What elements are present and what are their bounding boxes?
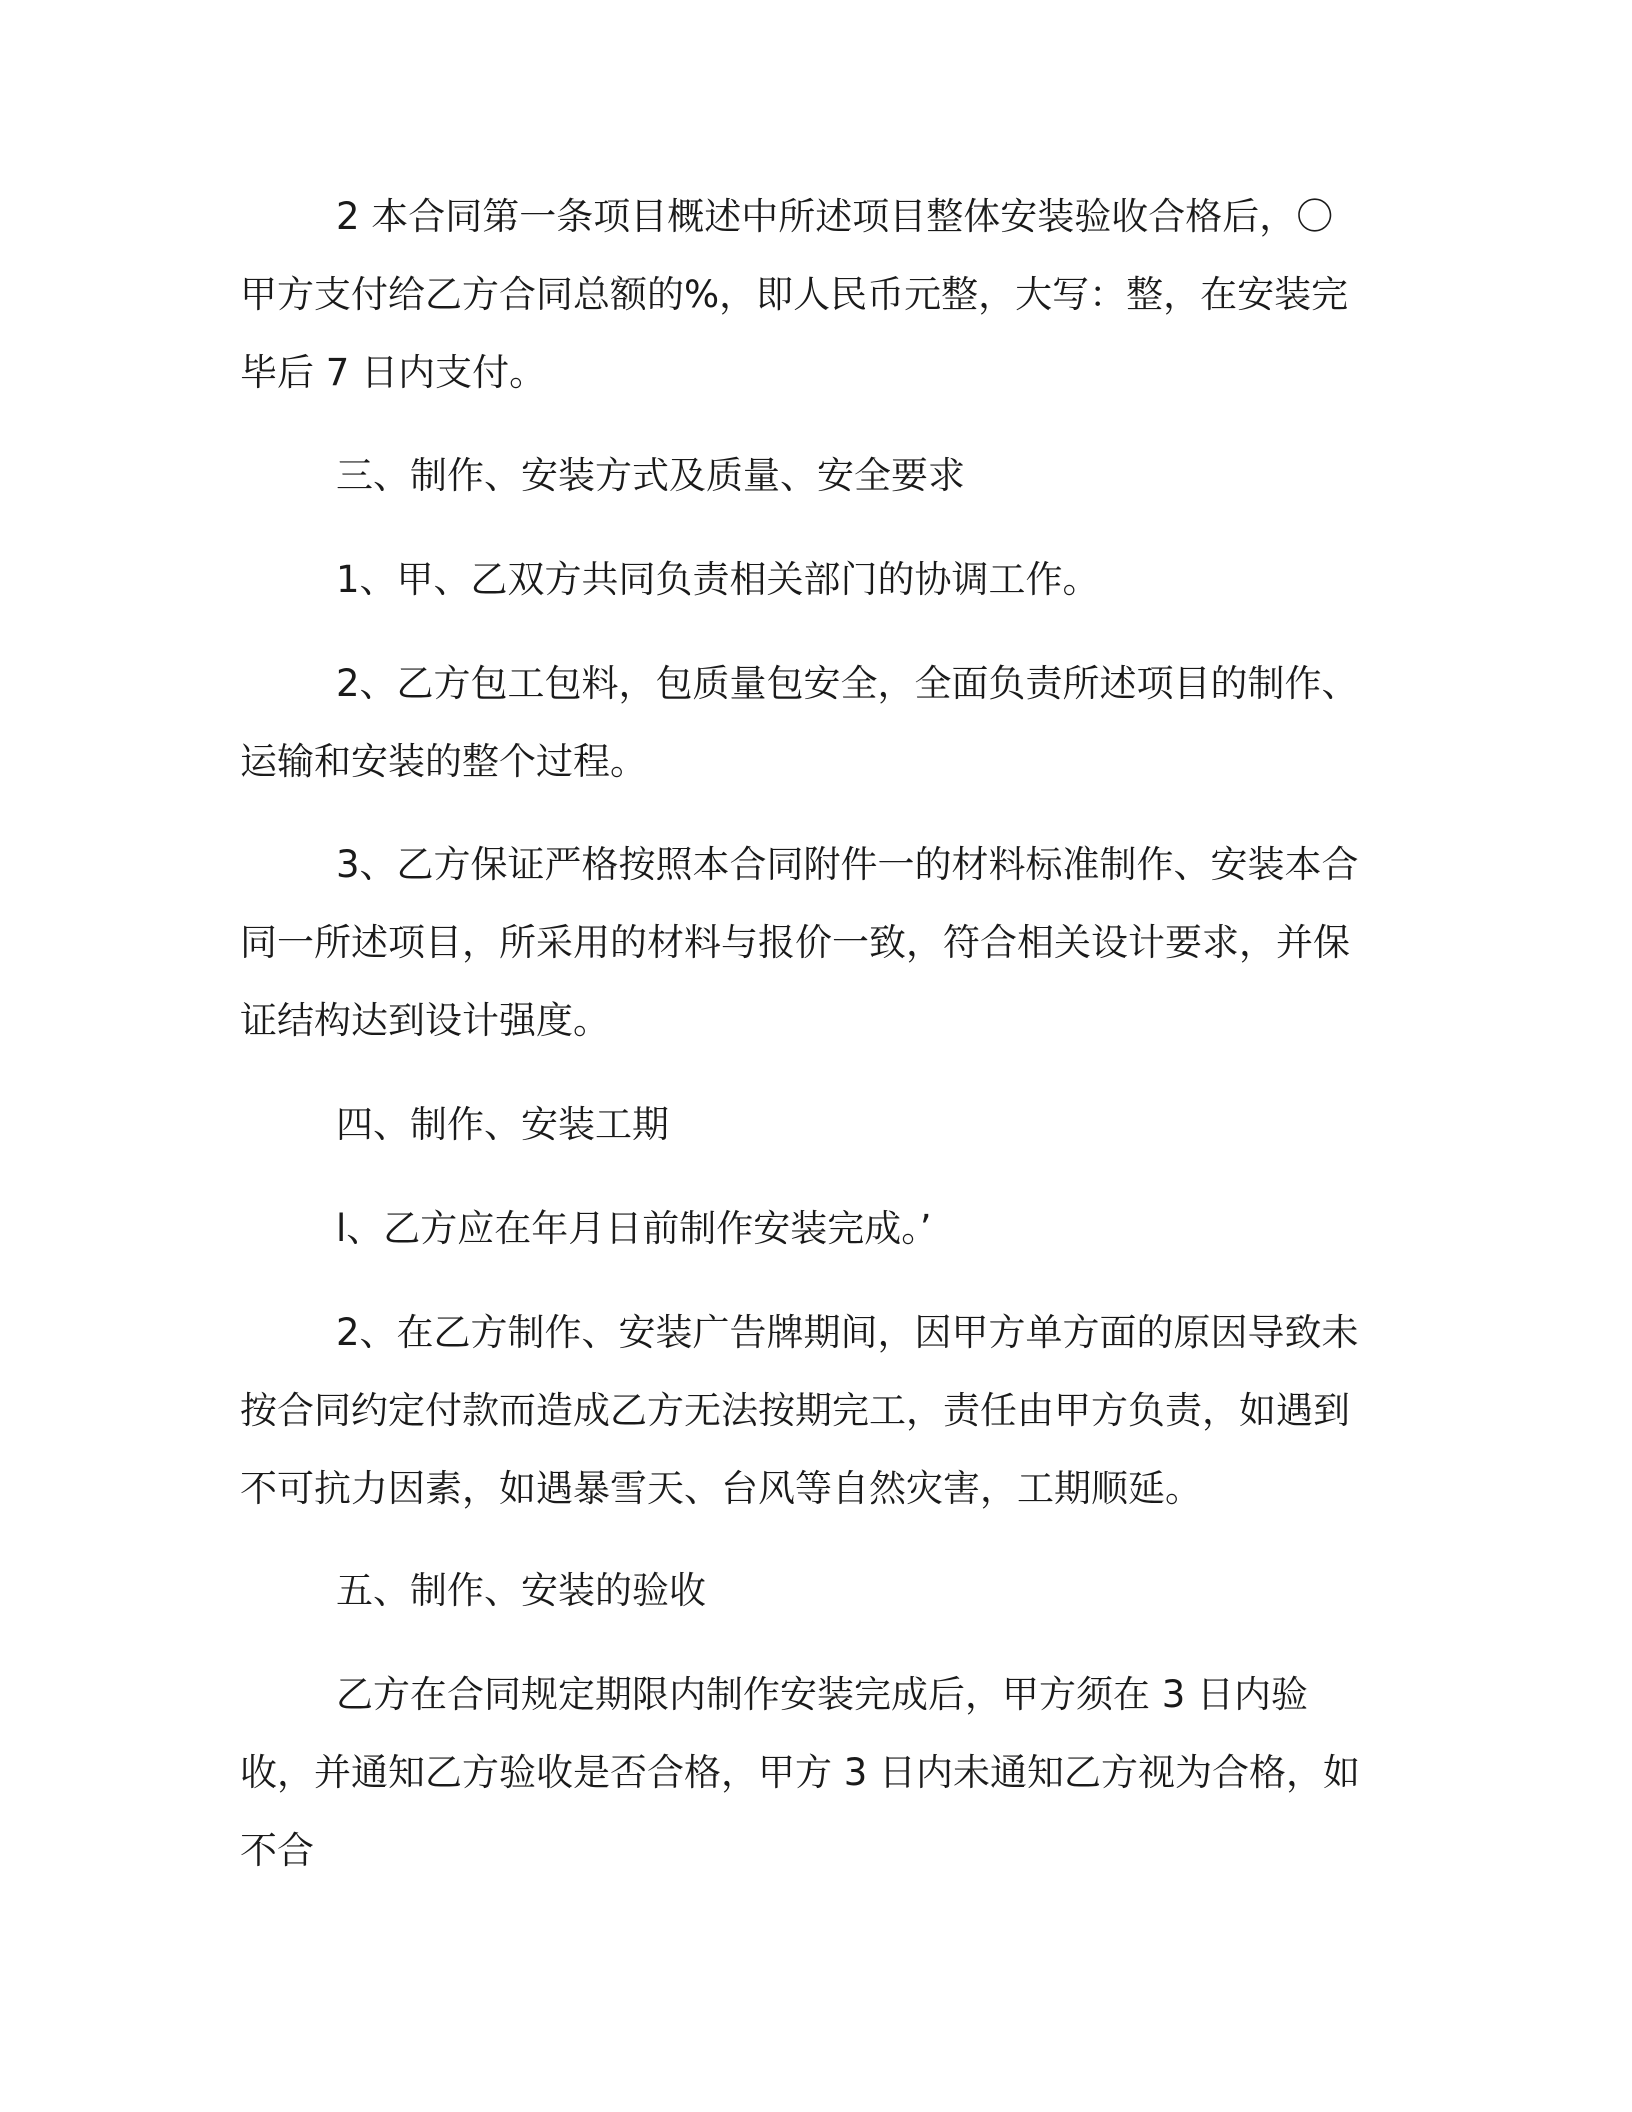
section-heading-production-installation-requirements: 三、制作、安装方式及质量、安全要求 [336, 454, 965, 497]
paragraph-completion-date: l、乙方应在年月日前制作安装完成。’ [336, 1207, 932, 1250]
paragraph-payment-terms: 2 本合同第一条项目概述中所述项目整体安装验收合格后，〇甲方支付给乙方合同总额的%，即人民币元整，大写：整，在安装完毕后 7 日内支付。 [240, 195, 1349, 394]
paragraph-contractor-responsibility: 2、乙方包工包料，包质量包安全，全面负责所述项目的制作、运输和安装的整个过程。 [240, 662, 1359, 783]
section-heading-acceptance: 五、制作、安装的验收 [336, 1569, 706, 1612]
paragraph-acceptance-procedure: 乙方在合同规定期限内制作安装完成后，甲方须在 3 日内验收，并通知乙方验收是否合格，甲方 3 日内未通知乙方视为合格，如不合 [240, 1673, 1361, 1872]
paragraph-delay-conditions: 2、在乙方制作、安装广告牌期间，因甲方单方面的原因导致未按合同约定付款而造成乙方无法按期完工，责任由甲方负责，如遇到不可抗力因素，如遇暴雪天、台风等自然灾害，工期顺延。 [240, 1311, 1359, 1510]
section-heading-schedule: 四、制作、安装工期 [336, 1103, 669, 1146]
paragraph-coordination: 1、甲、乙双方共同负责相关部门的协调工作。 [336, 558, 1100, 601]
paragraph-material-standards: 3、乙方保证严格按照本合同附件一的材料标准制作、安装本合同一所述项目，所采用的材料与报价一致，符合相关设计要求，并保证结构达到设计强度。 [240, 843, 1359, 1042]
